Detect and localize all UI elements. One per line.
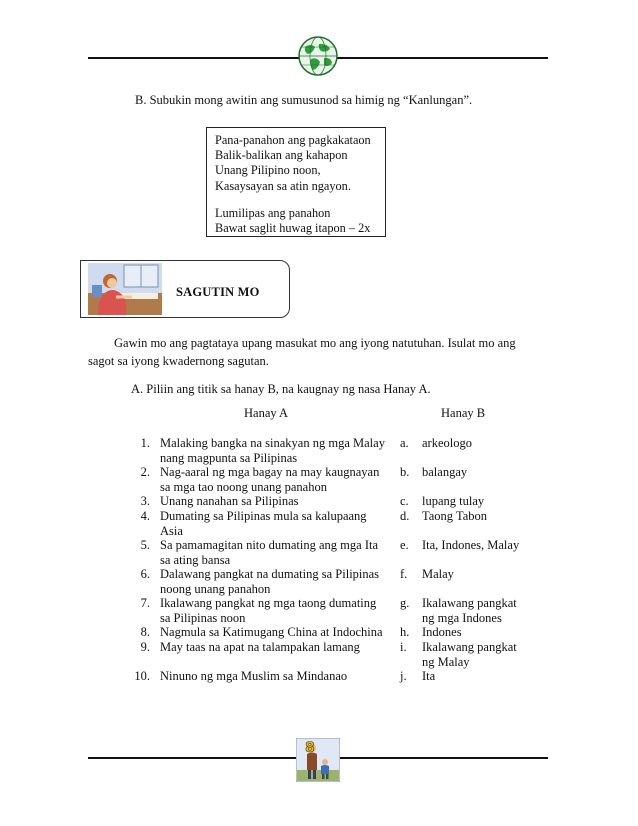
hanay-b-line: Taong Tabon [422, 509, 488, 523]
hanay-a-line: Unang nanahan sa Pilipinas [160, 494, 299, 508]
hanay-b-letter: h. [400, 625, 410, 639]
hanay-a-text [160, 596, 392, 625]
hanay-b-text [422, 538, 522, 553]
hanay-b-text [422, 596, 522, 625]
hanay-a-line: Sa pamamagitan nito dumating ang mga Ita [160, 538, 378, 552]
hanay-a-text [160, 669, 392, 684]
item-number: 5. [140, 538, 150, 552]
hanay-a-text [160, 625, 392, 640]
hanay-b-line: balangay [422, 465, 468, 479]
item-number: 6. [140, 567, 150, 581]
hanay-a-text [160, 465, 392, 494]
hanay-a-heading: Hanay A [244, 406, 289, 420]
intro-line-2: sagot sa iyong kwadernong sagutan. [88, 354, 269, 368]
hanay-b-letter: d. [400, 509, 410, 523]
hanay-a-line: May taas na apat na talampakan lamang [160, 640, 360, 654]
hanay-b-letter: g. [400, 596, 410, 610]
hanay-b-line: Ikalawang pangkat [422, 596, 517, 610]
hanay-b-line: Ikalawang pangkat [422, 640, 517, 654]
hanay-b-text [422, 494, 522, 509]
hanay-b-line: Malay [422, 567, 454, 581]
globe-icon [297, 35, 339, 77]
list-item [118, 625, 538, 640]
hanay-b-line: lupang tulay [422, 494, 485, 508]
hanay-a-line: sa ating bansa [160, 552, 231, 567]
hanay-b-text [422, 625, 522, 640]
hanay-b-letter: f. [400, 567, 408, 581]
section-b-instruction: B. Subukin mong awitin ang sumusunod sa himig ng “Kanlungan”. [135, 93, 473, 107]
hanay-a-line: Dalawang pangkat na dumating sa Pilipinas [160, 567, 380, 581]
hanay-b-text [422, 669, 522, 684]
hanay-b-letter: c. [400, 494, 409, 508]
item-number: 2. [140, 465, 150, 479]
song-line: Lumilipas ang panahon [215, 205, 331, 220]
song-line: Balik-balikan ang kahapon [215, 148, 348, 163]
list-item [118, 596, 538, 625]
hanay-b-text [422, 436, 522, 451]
hanay-a-text [160, 494, 392, 509]
hanay-b-text [422, 567, 522, 582]
hanay-a-line: noong unang panahon [160, 581, 271, 596]
list-item [118, 494, 538, 509]
song-line: Unang Pilipino noon, [215, 163, 321, 178]
hanay-b-line: ng Malay [422, 654, 470, 669]
page-number: 8 [305, 740, 315, 756]
item-number: 9. [140, 640, 150, 654]
song-line: Bawat saglit huwag itapon – 2x [215, 221, 371, 236]
hanay-a-line: Malaking bangka na sinakyan ng mga Malay [160, 436, 385, 450]
hanay-a-line: Dumating sa Pilipinas mula sa kalupaang [160, 509, 367, 523]
item-number: 7. [140, 596, 150, 610]
hanay-a-line: nang magpunta sa Pilipinas [160, 450, 298, 465]
hanay-a-text [160, 640, 392, 655]
hanay-b-text [422, 509, 522, 524]
hanay-a-text [160, 538, 392, 567]
hanay-b-text [422, 640, 522, 669]
list-item [118, 669, 538, 684]
intro-line-1: Gawin mo ang pagtataya upang masukat mo ang iyong natutuhan. Isulat mo ang [114, 336, 516, 350]
list-item [118, 509, 538, 538]
hanay-a-line: Nag-aaral ng mga bagay na may kaugnayan [160, 465, 380, 479]
hanay-b-text [422, 465, 522, 480]
hanay-a-text [160, 509, 392, 538]
list-item [118, 640, 538, 669]
hanay-b-letter: a. [400, 436, 409, 450]
matching-list [118, 436, 538, 684]
part-a-instruction: A. Piliin ang titik sa hanay B, na kaugnay ng nasa Hanay A. [131, 382, 431, 396]
hanay-a-line: Ninuno ng mga Muslim sa Mindanao [160, 669, 348, 683]
teacher-child-image [296, 738, 340, 782]
list-item [118, 465, 538, 494]
item-number: 10. [134, 669, 150, 683]
hanay-b-line: ng mga Indones [422, 610, 502, 625]
hanay-b-letter: j. [400, 669, 407, 683]
hanay-b-letter: b. [400, 465, 410, 479]
hanay-a-line: Nagmula sa Katimugang China at Indochina [160, 625, 383, 639]
hanay-a-line: sa mga tao noong unang panahon [160, 479, 327, 494]
sagutin-mo-label: SAGUTIN MO [176, 285, 260, 299]
hanay-a-line: Ikalawang pangkat ng mga taong dumating [160, 596, 377, 610]
hanay-b-line: Indones [422, 625, 462, 639]
hanay-a-text [160, 567, 392, 596]
hanay-a-line: Asia [160, 523, 183, 538]
item-number: 8. [140, 625, 150, 639]
hanay-b-line: arkeologo [422, 436, 472, 450]
student-studying-image [88, 263, 162, 315]
item-number: 1. [140, 436, 150, 450]
item-number: 4. [140, 509, 150, 523]
hanay-a-text [160, 436, 392, 465]
page-number-badge [296, 738, 340, 782]
list-item [118, 538, 538, 567]
hanay-b-letter: e. [400, 538, 409, 552]
hanay-b-line: Ita [422, 669, 436, 683]
list-item [118, 436, 538, 465]
hanay-b-letter: i. [400, 640, 407, 654]
song-line: Kasaysayan sa atin ngayon. [215, 178, 351, 193]
hanay-b-heading: Hanay B [441, 406, 486, 420]
song-lyrics-box [206, 127, 386, 237]
list-item [118, 567, 538, 596]
song-line: Pana-panahon ang pagkakataon [215, 133, 371, 147]
item-number: 3. [140, 494, 150, 508]
hanay-b-line: Ita, Indones, Malay [422, 538, 520, 552]
hanay-a-line: sa Pilipinas noon [160, 610, 246, 625]
